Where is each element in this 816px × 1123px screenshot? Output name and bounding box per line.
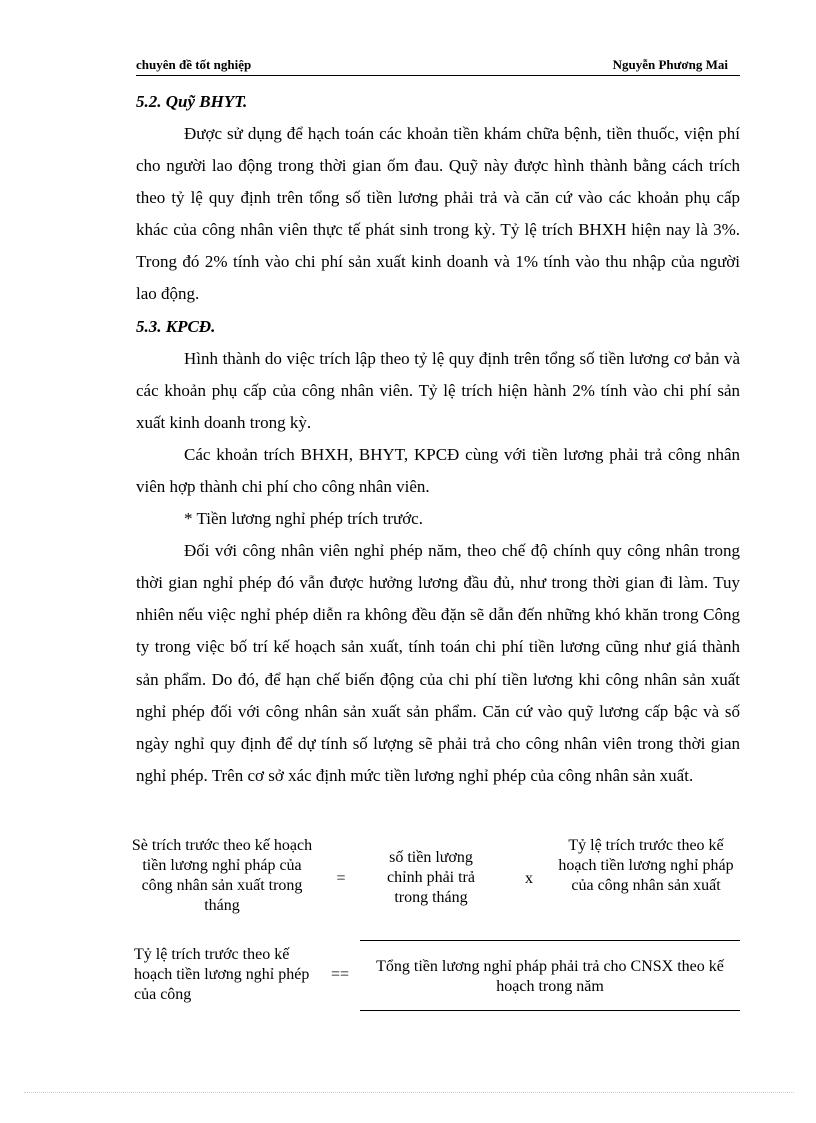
header-author: Nguyễn Phương Mai: [612, 57, 728, 72]
formula1-multiply-sign: x: [525, 870, 533, 887]
section-5-2-title: 5.2. Quỹ BHYT.: [136, 92, 248, 111]
header-document-title: chuyên đề tốt nghiệp: [136, 57, 252, 72]
formula2-lhs: Tỷ lệ trích trước theo kế hoạch tiền lương nghỉ phép của công: [134, 946, 310, 1003]
section-5-3-paragraph-1: Hình thành do việc trích lập theo tỷ lệ quy định trên tổng số tiền lương cơ bản và các khoản phụ cấp của công nhân viên. Tỷ lệ trích hiện hành 2% tính vào chi phí sản xuất kinh doanh trong kỳ.: [136, 348, 740, 432]
page-footer-rule: [24, 1092, 794, 1093]
section-5-3-bullet: * Tiền lương nghỉ phép trích trước.: [184, 509, 423, 529]
page-header: [136, 57, 740, 76]
section-5-3-title: 5.3. KPCĐ.: [136, 316, 216, 336]
section-5-3-paragraph-3: Đối với công nhân viên nghỉ phép năm, theo chế độ chính quy công nhân trong thời gian nghỉ phép đó vẫn được hưởng lương đầu đủ, như trong thời gian đi làm. Tuy nhiên nếu việc nghỉ phép diễn ra không đều đặn sẽ dẫn đến những khó khăn trong Công ty trong việc bố trí kế hoạch sản xuất, tính toán chi phí tiền lương cũng như giá thành sản phẩm. Do đó, để hạn chế biến động của chi phí tiền lương khi công nhân sản xuất nghỉ phép đối với công nhân sản xuất sản phẩm. Căn cứ vào quỹ lương cấp bậc và số ngày nghỉ quy định để dự tính số lượng sẽ phải trả cho công nhân viên trong thời gian nghỉ phép. Trên cơ sở xác định mức tiền lương nghỉ phép của công nhân sản xuất.: [136, 541, 740, 785]
formula1-term-rate: Tỷ lệ trích trước theo kế hoạch tiền lương nghỉ pháp của công nhân sản xuất: [558, 837, 734, 894]
formula1-term-salary: số tiền lương chỉnh phải trả trong tháng: [387, 849, 475, 906]
formula2-rhs-text: Tổng tiền lương nghỉ pháp phải trả cho CNSX theo kế hoạch trong năm: [376, 958, 724, 995]
document-body: [136, 86, 740, 792]
formula-accrual-amount: [130, 836, 742, 922]
formula2-rhs-fraction: [360, 940, 740, 1011]
formula2-equals-sign: ==: [330, 966, 350, 983]
formula1-equals-sign: =: [336, 870, 346, 887]
section-5-3-paragraph-2: Các khoản trích BHXH, BHYT, KPCĐ cùng với tiền lương phải trả công nhân viên hợp thành chi phí cho công nhân viên.: [136, 444, 740, 496]
section-5-2-paragraph: Được sử dụng để hạch toán các khoản tiền khám chữa bệnh, tiền thuốc, viện phí cho người lao động trong thời gian ốm đau. Quỹ này được hình thành bằng cách trích theo tỷ lệ quy định trên tổng số tiền lương phải trả và căn cứ vào các khoản phụ cấp khác của công nhân viên thực tế phát sinh trong kỳ. Tỷ lệ trích BHXH hiện nay là 3%. Trong đó 2% tính vào chi phí sản xuất kinh doanh và 1% tính vào thu nhập của người lao động.: [136, 124, 740, 304]
formula-accrual-rate: [130, 940, 742, 1010]
formula1-lhs: Sè trích trước theo kế hoạch tiền lương nghỉ pháp của công nhân sản xuất trong tháng: [131, 837, 313, 914]
